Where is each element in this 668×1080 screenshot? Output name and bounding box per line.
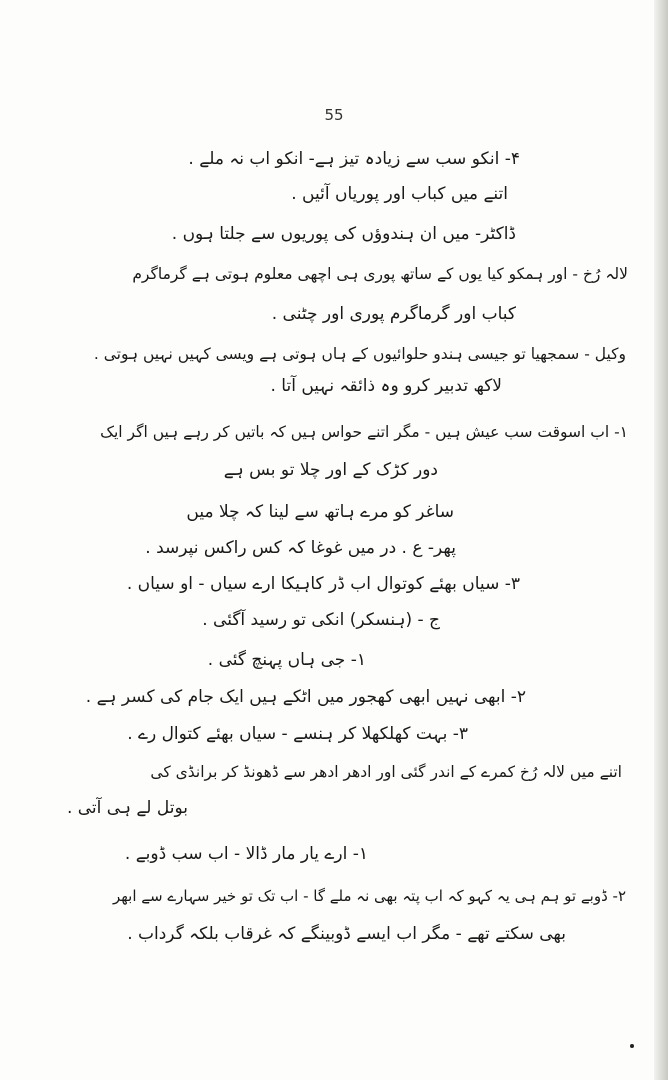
text-line-1: ۴- انکو سب سے زیادہ تیز ہے- انکو اب نہ ملے .	[188, 149, 520, 169]
text-line-19: ۱- ارے یار مار ڈالا - اب سب ڈوبے .	[124, 844, 368, 864]
text-line-3: ڈاکٹر- میں ان ہندوؤں کی پوریوں سے جلتا ہوں .	[171, 224, 516, 244]
text-line-14: ۱- جی ہاں پہنچ گئی .	[207, 650, 366, 670]
page-edge-shadow	[654, 0, 668, 1080]
text-line-15: ۲- ابھی نہیں ابھی کھجور میں اٹکے ہیں ایک جام کی کسر ہے .	[85, 687, 526, 707]
text-line-11: پھر- ع . در میں غوغا کہ کس راکس نپرسد .	[145, 538, 456, 558]
text-line-17: اتنے میں لالہ رُخ کمرے کے اندر گئی اور ادھر ادھر سے ڈھونڈ کر برانڈی کی	[150, 763, 622, 781]
text-line-2: اتنے میں کباب اور پوریاں آئیں .	[291, 184, 508, 204]
page-number: 55	[324, 106, 344, 124]
text-line-9: دور کڑک کے اور چلا تو بس ہے	[223, 460, 438, 480]
text-line-8: ۱- اب اسوقت سب عیش ہیں - مگر اتنے حواس ہیں کہ باتیں کر رہے ہیں اگر ایک	[100, 423, 628, 441]
text-line-18: بوتل لے ہی آتی .	[66, 798, 188, 818]
ink-dot	[630, 1044, 634, 1048]
text-line-7: لاکھ تدبیر کرو وہ ذائقہ نہیں آتا .	[270, 376, 502, 396]
text-line-4: لالہ رُخ - اور ہمکو کیا یوں کے ساتھ پوری ہی اچھی معلوم ہوتی ہے گرماگرم	[132, 265, 628, 283]
text-line-20: ۲- ڈوبے تو ہم ہی یہ کہو کہ اب پتہ بھی نہ ملے گا - اب تک تو خیر سہارے سے ابھر	[112, 887, 626, 905]
text-line-12: ۳- سیاں بھئے کوتوال اب ڈر کاہیکا ارے سیاں - او سیاں .	[126, 574, 520, 594]
text-line-16: ۳- بہت کھلکھلا کر ہنسے - سیاں بھئے کتوال رے .	[127, 724, 468, 744]
verse-line: ساغر کو مرے ہاتھ سے لینا کہ چلا میں	[186, 502, 454, 522]
text-line-21: بھی سکتے تھے - مگر اب ایسے ڈوبینگے کہ غرقاب بلکہ گرداب .	[127, 924, 566, 944]
text-line-6: وکیل - سمجھیا تو جیسی ہندو حلوائیوں کے ہاں ہوتی ہے ویسی کہیں نہیں ہوتی .	[93, 345, 626, 363]
text-line-13: ج - (ہنسکر) انکی تو رسید آگئی .	[202, 610, 440, 630]
text-line-5: کباب اور گرماگرم پوری اور چٹنی .	[271, 304, 516, 324]
